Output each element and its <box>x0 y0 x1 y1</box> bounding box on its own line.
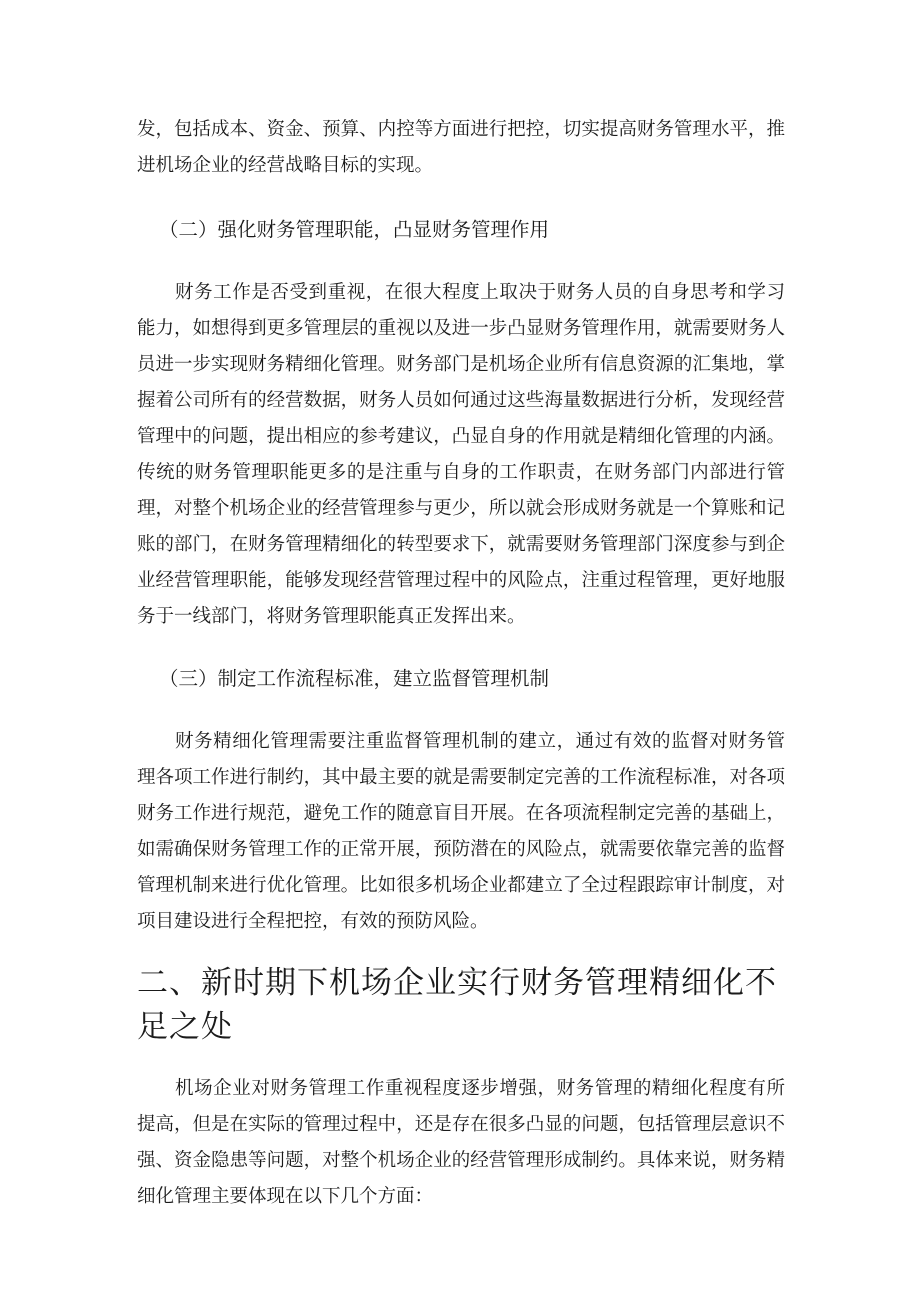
document-page <box>137 112 785 1215</box>
section-heading-2: （二）强化财务管理职能，凸显财务管理作用 <box>159 218 550 241</box>
chapter-2-paragraph: 机场企业对财务管理工作重视程度逐步增强，财务管理的精细化程度有所提高，但是在实际的管理过程中，还是存在很多凸显的问题，包括管理层意识不强、资金隐患等问题，对整个机场企业的经营管理形成制约。具体来说，财务精细化管理主要体现在以下几个方面： <box>137 1078 785 1207</box>
section-heading-3: （三）制定工作流程标准，建立监督管理机制 <box>159 667 550 690</box>
paragraph-continued: 发，包括成本、资金、预算、内控等方面进行把控，切实提高财务管理水平，推进机场企业的经营战略目标的实现。 <box>137 119 785 176</box>
chapter-heading-2: 二、新时期下机场企业实行财务管理精细化不足之处 <box>137 965 777 1045</box>
section-3-paragraph: 财务精细化管理需要注重监督管理机制的建立，通过有效的监督对财务管理各项工作进行制约，其中最主要的就是需要制定完善的工作流程标准，对各项财务工作进行规范，避免工作的随意盲目开展。在各项流程制定完善的基础上，如需确保财务管理工作的正常开展，预防潜在的风险点，就需要依靠完善的监督管理机制来进行优化管理。比如很多机场企业都建立了全过程跟踪审计制度，对项目建设进行全程把控，有效的预防风险。 <box>137 731 785 932</box>
section-2-paragraph: 财务工作是否受到重视，在很大程度上取决于财务人员的自身思考和学习能力，如想得到更多管理层的重视以及进一步凸显财务管理作用，就需要财务人员进一步实现财务精细化管理。财务部门是机场企业所有信息资源的汇集地，掌握着公司所有的经营数据，财务人员如何通过这些海量数据进行分析，发现经营管理中的问题，提出相应的参考建议，凸显自身的作用就是精细化管理的内涵。传统的财务管理职能更多的是注重与自身的工作职责，在财务部门内部进行管理，对整个机场企业的经营管理参与更少，所以就会形成财务就是一个算账和记账的部门，在财务管理精细化的转型要求下，就需要财务管理部门深度参与到企业经营管理职能，能够发现经营管理过程中的风险点，注重过程管理，更好地服务于一线部门，将财务管理职能真正发挥出来。 <box>137 282 785 627</box>
